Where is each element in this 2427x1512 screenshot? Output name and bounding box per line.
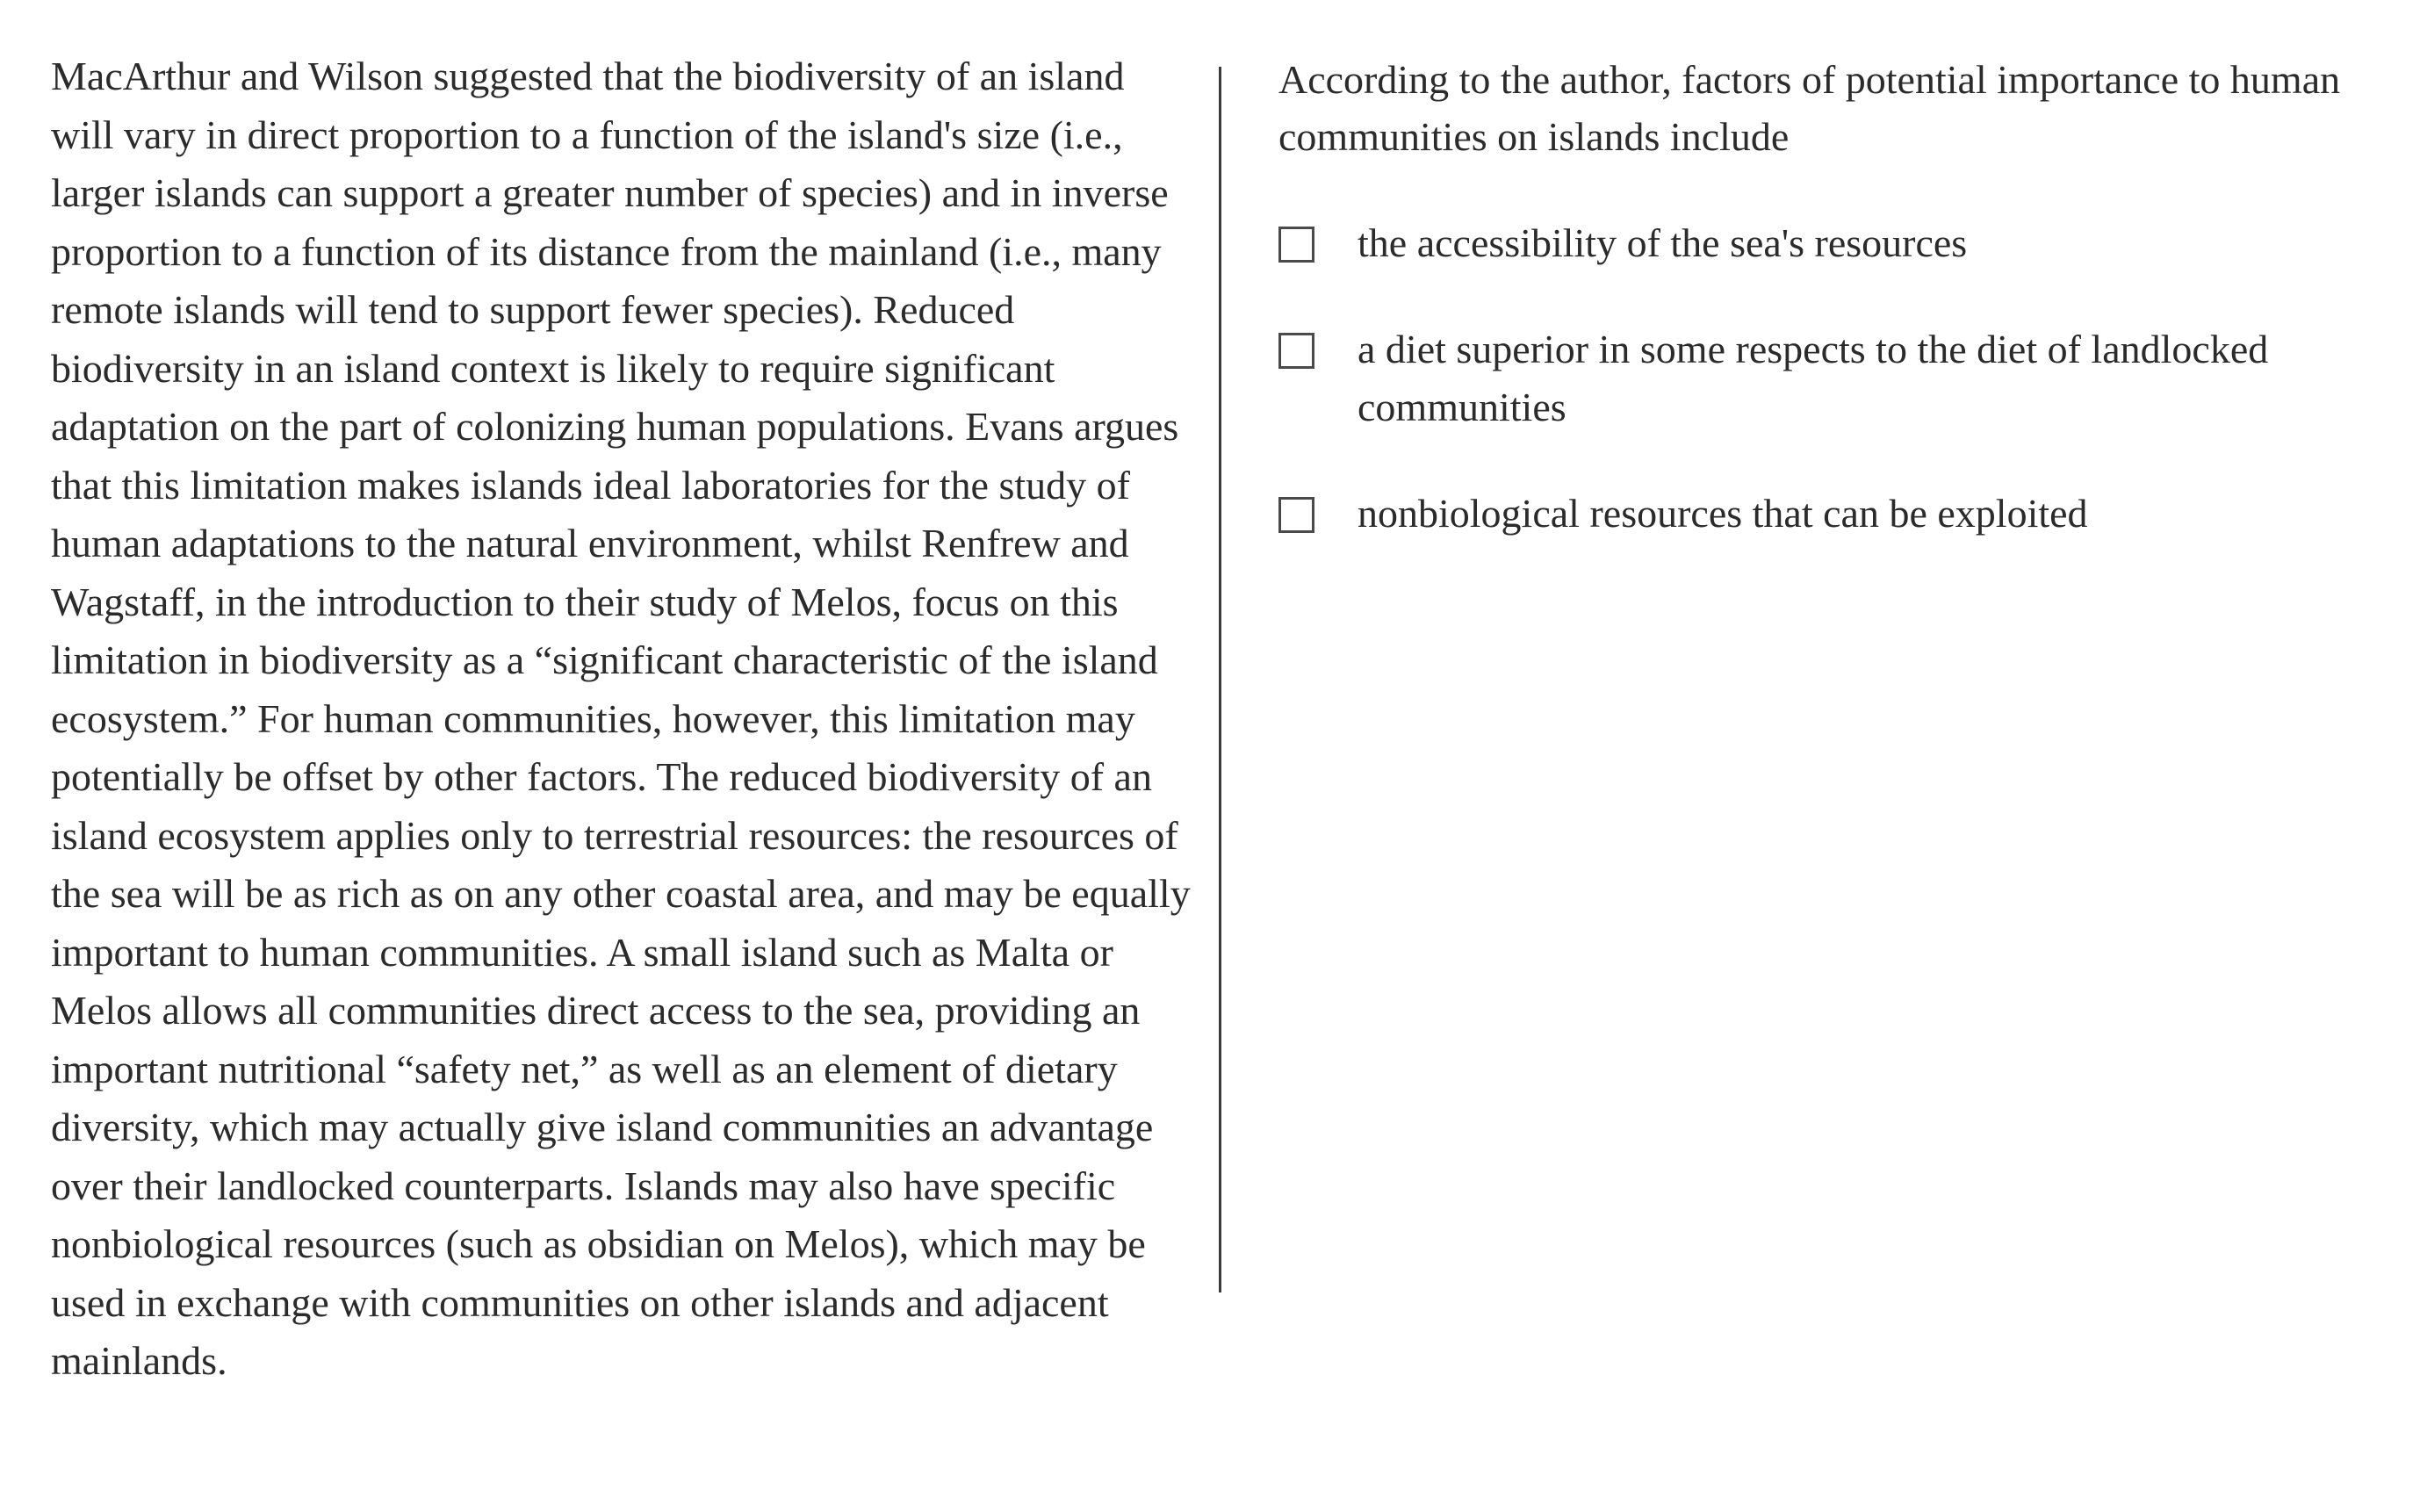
choice-c[interactable] bbox=[1278, 485, 2385, 543]
choice-c-label: nonbiological resources that can be exploited bbox=[1358, 491, 2088, 536]
choice-b[interactable] bbox=[1278, 320, 2385, 436]
passage-text: MacArthur and Wilson suggested that the biodiversity of an island will vary in direct proportion to a function of the island's size (i.e., larger islands can support a greater number of species) and in inverse proportion to a function of its distance from the mainland (i.e., many remote islands will tend to support fewer species). Reduced biodiversity in an island context is likely to require significant adaptation on the part of colonizing human populations. Evans argues that this limitation makes islands ideal laboratories for the study of human adaptations to the natural environment, whilst Renfrew and Wagstaff, in the introduction to their study of Melos, focus on this limitation in biodiversity as a “significant characteristic of the island ecosystem.” For human communities, however, this limitation may potentially be offset by other factors. The reduced biodiversity of an island ecosystem applies only to terrestrial resources: the resources of the sea will be as rich as on any other coastal area, and may be equally important to human communities. A small island such as Malta or Melos allows all communities direct access to the sea, providing an important nutritional “safety net,” as well as an element of dietary diversity, which may actually give island communities an advantage over their landlocked counterparts. Islands may also have specific nonbiological resources (such as obsidian on Melos), which may be used in exchange with communities on other islands and adjacent mainlands. bbox=[51, 54, 1191, 1383]
question-pane bbox=[1278, 51, 2385, 543]
question-stem: According to the author, factors of potential importance to human communities on islands include bbox=[1278, 57, 2341, 159]
choice-c-checkbox[interactable] bbox=[1278, 497, 1314, 533]
choice-b-label: a diet superior in some respects to the diet of landlocked communities bbox=[1358, 327, 2269, 429]
reading-passage bbox=[51, 47, 1192, 1391]
pane-divider bbox=[1219, 67, 1221, 1292]
choice-a-checkbox[interactable] bbox=[1278, 227, 1314, 263]
choice-a-label: the accessibility of the sea's resources bbox=[1358, 220, 1968, 265]
answer-choices bbox=[1278, 214, 2385, 543]
choice-a[interactable] bbox=[1278, 214, 2385, 272]
choice-b-checkbox[interactable] bbox=[1278, 333, 1314, 369]
